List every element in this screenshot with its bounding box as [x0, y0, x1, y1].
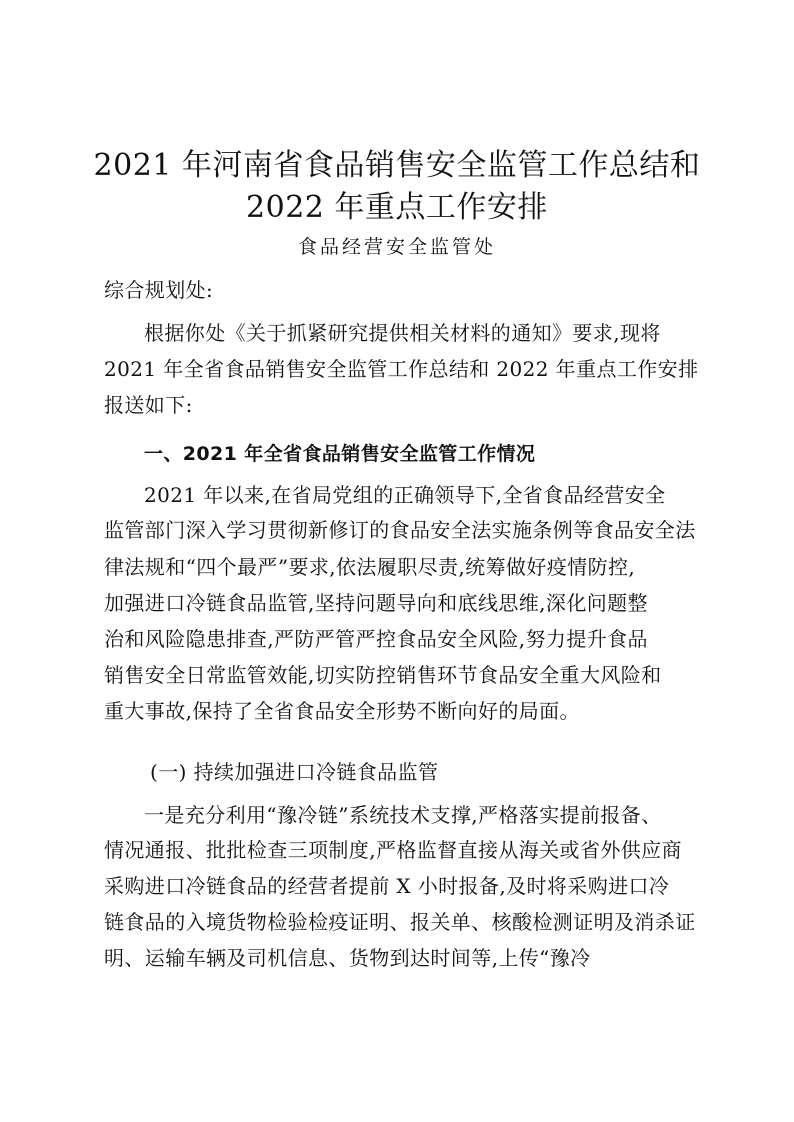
body-line: 律法规和“四个最严”要求,依法履职尽责,统筹做好疫情防控,: [104, 555, 636, 579]
body-line: 重大事故,保持了全省食品安全形势不断向好的局面。: [104, 699, 580, 723]
body-line: 情况通报、批批检查三项制度,严格监督直接从海关或省外供应商: [104, 838, 682, 862]
body-line: 监管部门深入学习贯彻新修订的食品安全法实施条例等食品安全法: [104, 518, 696, 542]
intro-line: 报送如下:: [104, 393, 193, 417]
body-line: 销售安全日常监管效能,切实防控销售环节食品安全重大风险和: [104, 663, 662, 687]
body-line: 采购进口冷链食品的经营者提前 X 小时报备,及时将采购进口冷: [104, 874, 670, 898]
department-name: 食品经营安全监管处: [297, 236, 496, 258]
intro-line: 根据你处《关于抓紧研究提供相关材料的通知》要求,现将: [144, 321, 661, 345]
subsection-heading: (一) 持续加强进口冷链食品监管: [150, 760, 439, 784]
salutation: 综合规划处:: [104, 278, 214, 302]
section-heading: 一、2021 年全省食品销售安全监管工作情况: [144, 443, 536, 465]
body-line: 明、运输车辆及司机信息、货物到达时间等,上传“豫冷: [104, 946, 591, 970]
body-line: 加强进口冷链食品监管,坚持问题导向和底线思维,深化问题整: [104, 591, 648, 615]
document-title-line-2: 2022 年重点工作安排: [246, 190, 548, 225]
body-line: 链食品的入境货物检验检疫证明、报关单、核酸检测证明及消杀证: [104, 910, 696, 934]
body-line: 治和风险隐患排查,严防严管严控食品安全风险,努力提升食品: [104, 627, 648, 651]
body-line: 一是充分利用“豫冷链”系统技术支撑,严格落实提前报备、: [144, 803, 662, 827]
document-title-line-1: 2021 年河南省食品销售安全监管工作总结和: [93, 148, 701, 183]
intro-line: 2021 年全省食品销售安全监管工作总结和 2022 年重点工作安排: [104, 357, 699, 381]
body-line: 2021 年以来,在省局党组的正确领导下,全省食品经营安全: [144, 483, 666, 507]
